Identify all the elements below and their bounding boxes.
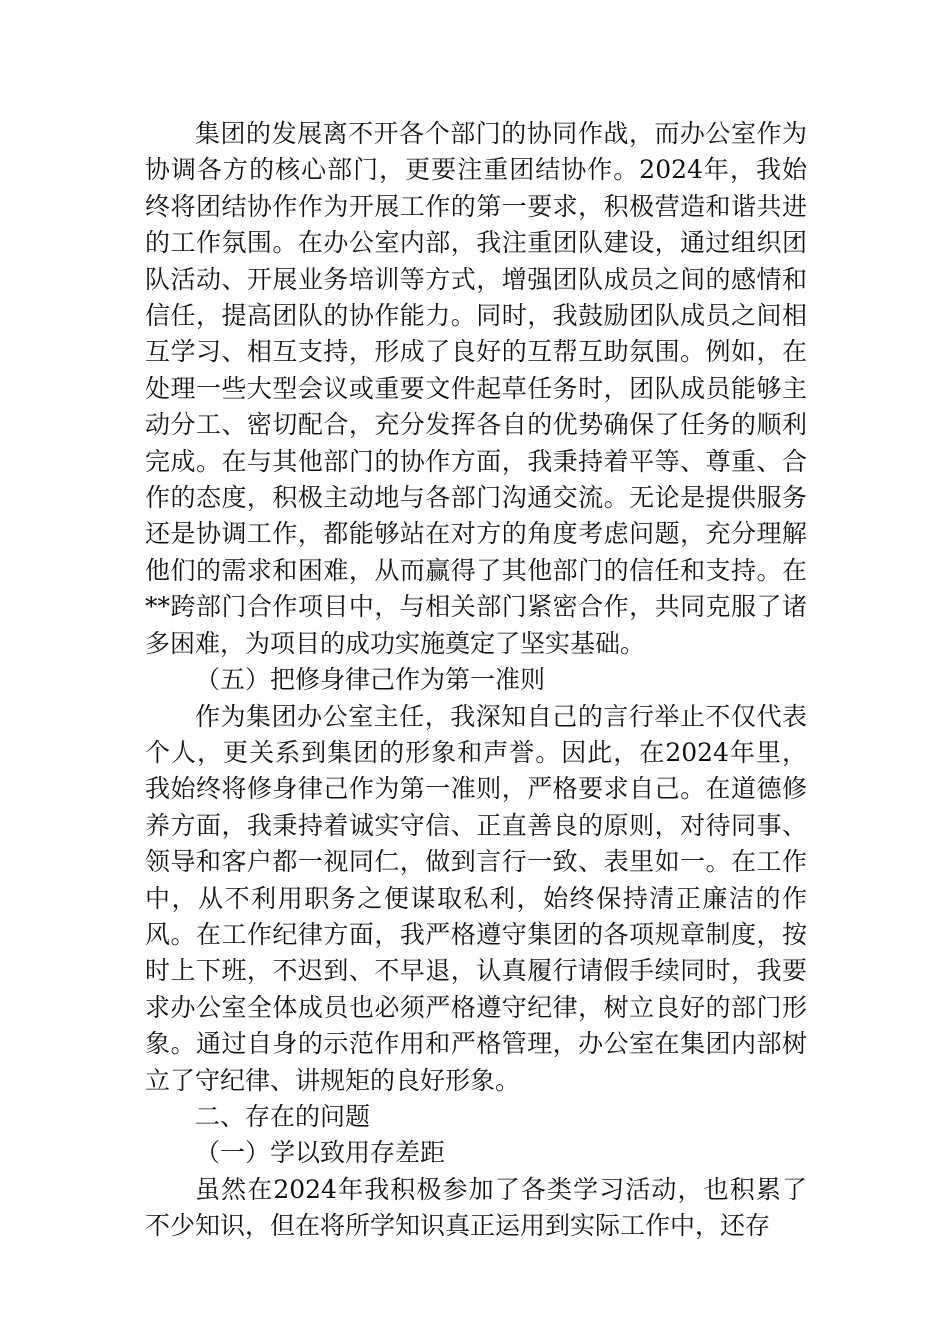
document-page <box>145 116 807 1245</box>
body-paragraph-application-gap: 虽然在2024年我积极参加了各类学习活动，也积累了不少知识，但在将所学知识真正运用到实际工作中，还存 <box>145 1174 807 1241</box>
body-paragraph-teamwork: 集团的发展离不开各个部门的协同作战，而办公室作为协调各方的核心部门，更要注重团结协作。2024年，我始终将团结协作作为开展工作的第一要求，积极营造和谐共进的工作氛围。在办公室内部，我注重团队建设，通过组织团队活动、开展业务培训等方式，增强团队成员之间的感情和信任，提高团队的协作能力。同时，我鼓励团队成员之间相互学习、相互支持，形成了良好的互帮互助氛围。例如，在处理一些大型会议或重要文件起草任务时，团队成员能够主动分工、密切配合，充分发挥各自的优势确保了任务的顺利完成。在与其他部门的协作方面，我秉持着平等、尊重、合作的态度，积极主动地与各部门沟通交流。无论是提供服务还是协调工作，都能够站在对方的角度考虑问题，充分理解他们的需求和困难，从而赢得了其他部门的信任和支持。在**跨部门合作项目中，与相关部门紧密合作，共同克服了诸多困难，为项目的成功实施奠定了坚实基础。 <box>145 119 807 658</box>
body-paragraph-self-discipline: 作为集团办公室主任，我深知自己的言行举止不仅代表个人，更关系到集团的形象和声誉。因此，在2024年里，我始终将修身律己作为第一准则，严格要求自己。在道德修养方面，我秉持着诚实守信、正直善良的原则，对待同事、领导和客户都一视同仁，做到言行一致、表里如一。在工作中，从不利用职务之便谋取私利，始终保持清正廉洁的作风。在工作纪律方面，我严格遵守集团的各项规章制度，按时上下班，不迟到、不早退，认真履行请假手续同时，我要求办公室全体成员也必须严格遵守纪律，树立良好的部门形象。通过自身的示范作用和严格管理，办公室在集团内部树立了守纪律、讲规矩的良好形象。 <box>145 701 807 1095</box>
subheading-application-gap: （一）学以致用存差距 <box>195 1138 446 1168</box>
subheading-self-discipline: （五）把修身律己作为第一准则 <box>195 665 546 695</box>
section-heading-problems: 二、存在的问题 <box>195 1101 371 1131</box>
